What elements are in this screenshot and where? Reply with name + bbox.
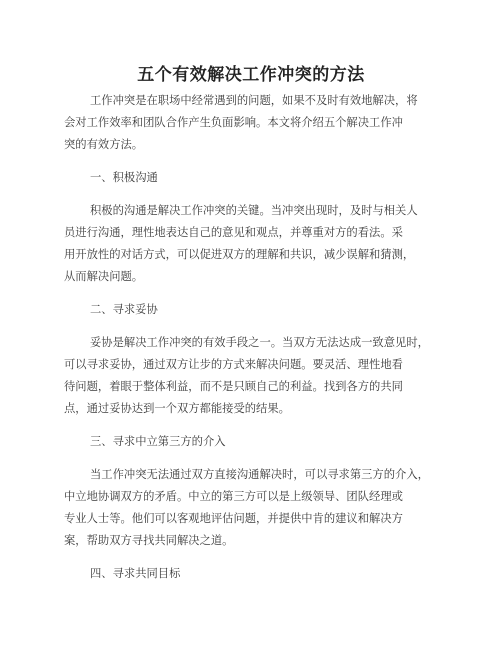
section-heading: 三、寻求中立第三方的介入 (90, 435, 226, 448)
document-title: 五个有效解决工作冲突的方法 (137, 65, 365, 85)
section-line: 案，帮助双方寻找共同解决之道。 (64, 534, 234, 547)
section-heading: 二、寻求妥协 (90, 303, 158, 316)
section-line: 从而解决问题。 (64, 270, 144, 283)
section-line: 员进行沟通，理性地表达自己的意见和观点，并尊重对方的看法。采 (64, 226, 403, 239)
section-heading: 四、寻求共同目标 (90, 567, 181, 580)
intro-line: 工作冲突是在职场中经常遇到的问题，如果不及时有效地解决，将 (90, 94, 418, 107)
section-line: 积极的沟通是解决工作冲突的关键。当冲突出现时，及时与相关人 (90, 204, 418, 217)
intro-line: 会对工作效率和团队合作产生负面影响。本文将介绍五个解决工作冲 (64, 116, 403, 129)
section-line: 中立地协调双方的矛盾。中立的第三方可以是上级领导、团队经理或 (64, 490, 403, 503)
section-heading: 一、积极沟通 (90, 171, 158, 184)
section-line: 专业人士等。他们可以客观地评估问题，并提供中肯的建议和解决方 (64, 512, 403, 525)
intro-line: 突的有效方法。 (64, 138, 144, 151)
section-line: 当工作冲突无法通过双方直接沟通解决时，可以寻求第三方的介入， (90, 468, 429, 481)
section-line: 点，通过妥协达到一个双方都能接受的结果。 (64, 402, 290, 415)
section-line: 可以寻求妥协，通过双方让步的方式来解决问题。要灵活、理性地看 (64, 358, 403, 371)
section-line: 待问题，着眼于整体利益，而不是只顾自己的利益。找到各方的共同 (64, 380, 403, 393)
section-line: 妥协是解决工作冲突的有效手段之一。当双方无法达成一致意见时， (90, 336, 429, 349)
section-line: 用开放性的对话方式，可以促进双方的理解和共识，减少误解和猜测， (64, 248, 415, 261)
